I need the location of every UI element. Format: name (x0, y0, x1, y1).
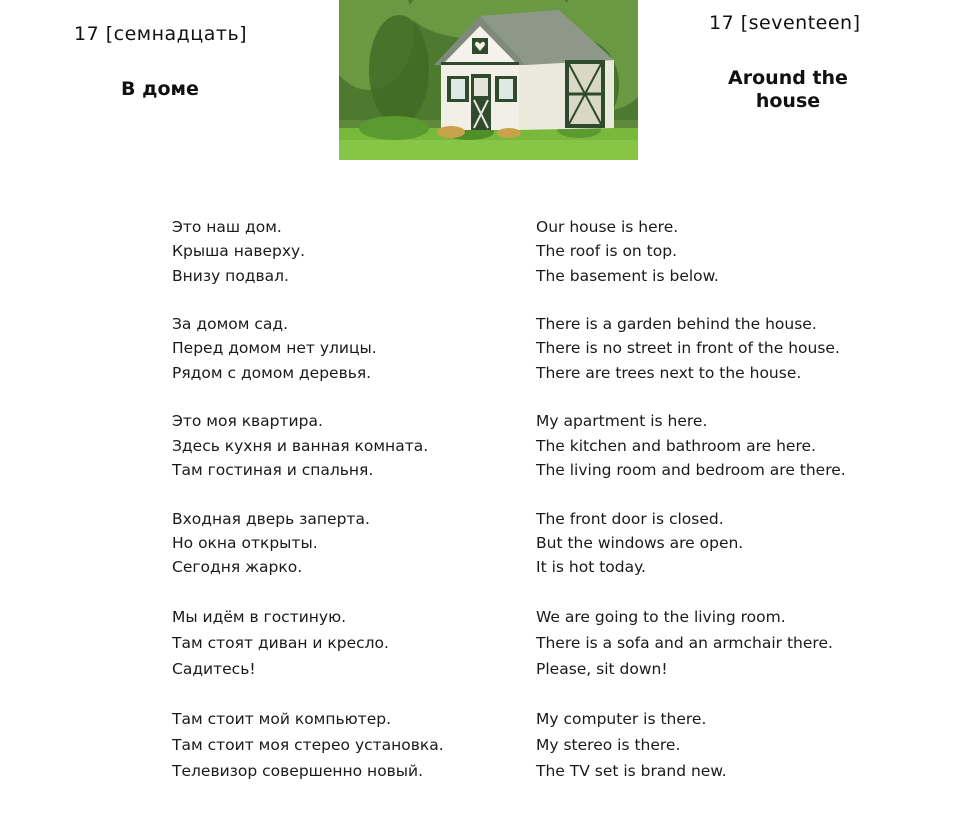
lesson-title-en (700, 67, 876, 113)
english-column (536, 215, 846, 808)
stanza-ru-6 (172, 706, 444, 784)
stanza-en-4 (536, 507, 846, 580)
stanza-en-6 (536, 706, 846, 784)
lesson-title-ru: В доме (121, 78, 199, 100)
ru-line: Сегодня жарко. (172, 558, 303, 577)
ru-line: Внизу подвал. (172, 266, 289, 285)
en-line: Our house is here. (536, 218, 679, 236)
en-line: There is no street in front of the house. (536, 339, 840, 358)
en-line: There are trees next to the house. (536, 363, 802, 382)
en-line: It is hot today. (536, 558, 646, 577)
stanza-en-2 (536, 312, 846, 385)
en-line: The roof is on top. (536, 242, 678, 261)
lesson-number-en: 17 [seventeen] (709, 12, 861, 34)
ru-line: Но окна открыты. (172, 533, 318, 552)
ru-line: Там стоит моя стерео установка. (172, 736, 444, 755)
ru-line: Перед домом нет улицы. (172, 339, 377, 358)
ru-line: За домом сад. (172, 315, 289, 334)
stanza-en-5 (536, 604, 846, 682)
ru-line: Телевизор совершенно новый. (172, 762, 424, 781)
ru-line: Там стоят диван и кресло. (172, 633, 389, 652)
en-line: The front door is closed. (536, 509, 724, 528)
ru-line: Это наш дом. (172, 218, 282, 236)
en-line: The living room and bedroom are there. (536, 460, 846, 479)
ru-line: Крыша наверху. (172, 242, 306, 261)
ru-line: Рядом с домом деревья. (172, 363, 372, 382)
en-line: My apartment is here. (536, 412, 708, 431)
ru-line: Там стоит мой компьютер. (172, 710, 392, 729)
ru-line: Это моя квартира. (172, 412, 323, 431)
en-line: The kitchen and bathroom are here. (536, 436, 816, 455)
stanza-ru-4 (172, 507, 444, 580)
stanza-ru-5 (172, 604, 444, 682)
en-line: My computer is there. (536, 710, 707, 729)
en-line: There is a garden behind the house. (536, 315, 817, 334)
en-line: But the windows are open. (536, 533, 744, 552)
ru-line: Там гостиная и спальня. (172, 460, 374, 479)
russian-column (172, 215, 444, 808)
house-photo (339, 0, 638, 160)
lesson-number-ru: 17 [семнадцать] (74, 23, 248, 45)
stanza-ru-3 (172, 409, 444, 482)
en-line: Please, sit down! (536, 659, 668, 678)
lesson-title-en-line2: house (755, 90, 821, 112)
stanza-en-3 (536, 409, 846, 482)
ru-line: Здесь кухня и ванная комната. (172, 436, 429, 455)
ru-line: Входная дверь заперта. (172, 509, 370, 528)
en-line: The basement is below. (536, 266, 719, 285)
stanza-ru-2 (172, 312, 444, 385)
stanza-en-1 (536, 215, 846, 288)
ru-line: Мы идём в гостиную. (172, 607, 347, 626)
en-line: There is a sofa and an armchair there. (536, 633, 833, 652)
en-line: The TV set is brand new. (536, 762, 727, 781)
stanza-ru-1 (172, 215, 444, 288)
en-line: My stereo is there. (536, 736, 681, 755)
lesson-title-en-line1: Around the (728, 67, 848, 89)
en-line: We are going to the living room. (536, 607, 786, 626)
ru-line: Садитесь! (172, 659, 256, 678)
